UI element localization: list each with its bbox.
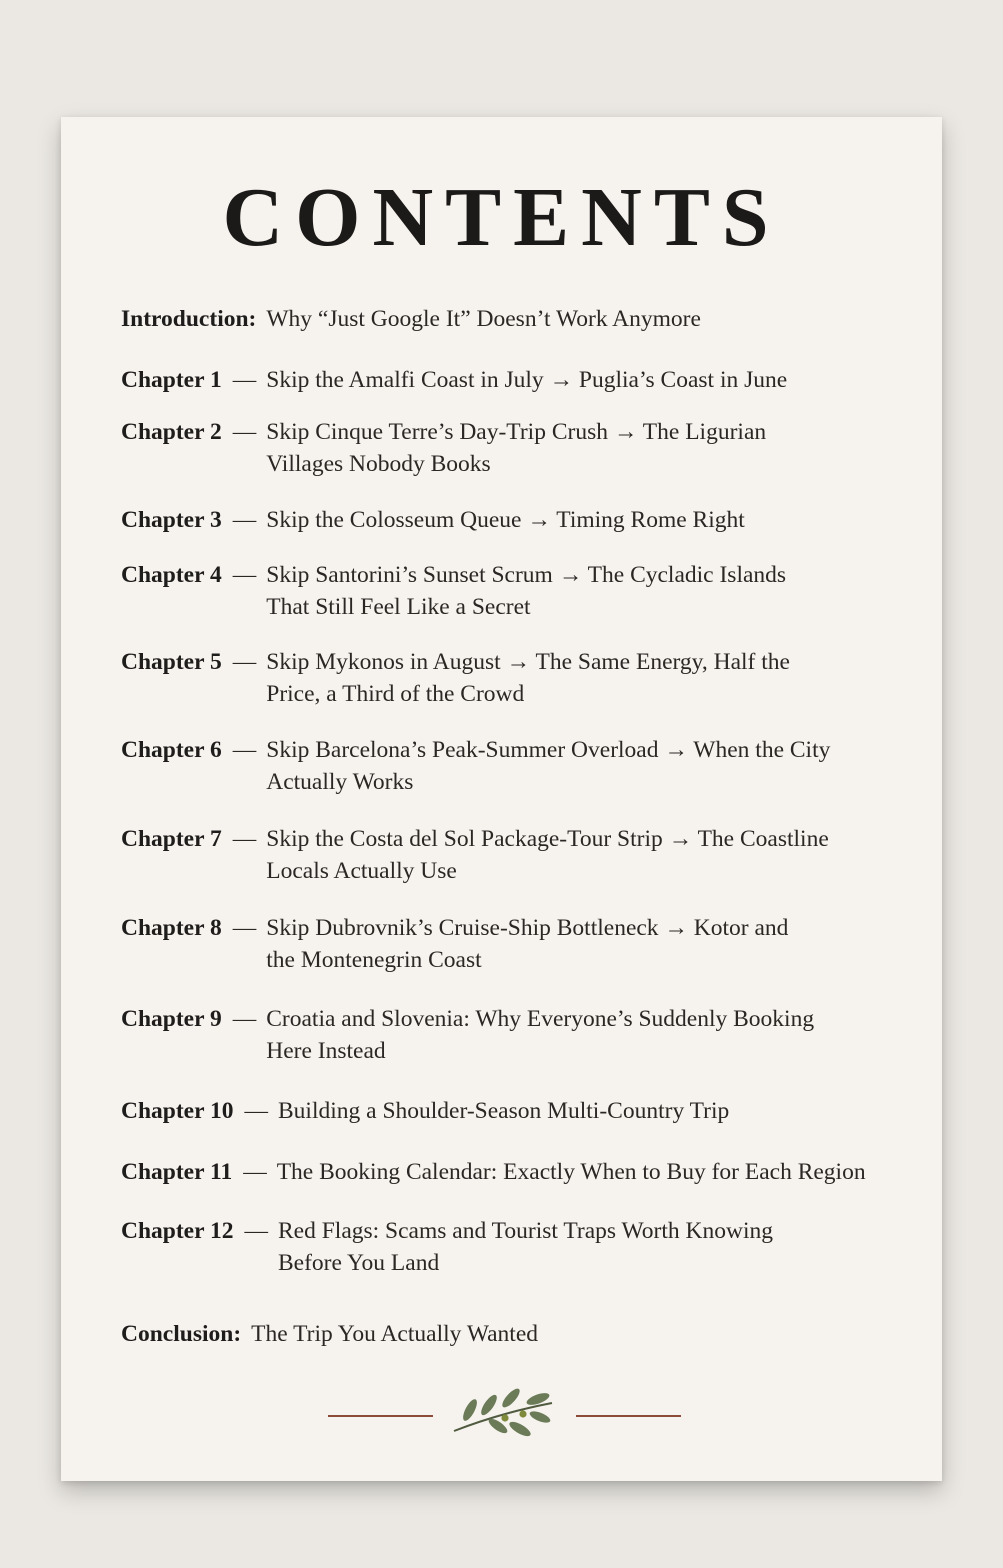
chapter-dash: — (232, 826, 257, 852)
chapter-label: Chapter 8 (121, 915, 222, 941)
chapter-label: Chapter 2 (121, 419, 222, 445)
chapter-label: Chapter 12 (121, 1218, 234, 1244)
chapter-label: Chapter 10 (121, 1098, 234, 1124)
chapter-label: Chapter 9 (121, 1006, 222, 1032)
chapter-9-entry[interactable] (121, 1003, 814, 1067)
chapter-dash: — (232, 562, 257, 588)
chapter-title: Skip the Costa del Sol Package-Tour Strip → The Coastline Locals Actually Use (266, 826, 829, 884)
chapter-3-entry[interactable] (121, 504, 745, 536)
chapter-dash: — (232, 649, 257, 675)
chapter-label: Chapter 5 (121, 649, 222, 675)
chapter-label: Chapter 4 (121, 562, 222, 588)
introduction-text: Why “Just Google It” Doesn’t Work Anymore (266, 306, 701, 332)
introduction-label: Introduction: (121, 306, 257, 332)
chapter-8-entry[interactable] (121, 912, 788, 976)
chapter-label: Chapter 3 (121, 507, 222, 533)
chapter-dash: — (232, 367, 257, 393)
chapter-label: Chapter 6 (121, 737, 222, 763)
chapter-1-entry[interactable] (121, 364, 787, 396)
chapter-12-entry[interactable] (121, 1215, 773, 1279)
chapter-6-entry[interactable] (121, 734, 830, 798)
chapter-dash: — (232, 737, 257, 763)
chapter-title: The Booking Calendar: Exactly When to Buy for Each Region (276, 1159, 866, 1185)
chapter-title: Red Flags: Scams and Tourist Traps Worth Knowing Before You Land (278, 1218, 773, 1276)
chapter-title: Skip Cinque Terre’s Day-Trip Crush → The Ligurian Villages Nobody Books (266, 419, 767, 477)
chapter-label: Chapter 1 (121, 367, 222, 393)
chapter-title: Building a Shoulder-Season Multi-Country Trip (278, 1098, 730, 1124)
chapter-dash: — (243, 1159, 267, 1185)
ornament-divider (0, 1383, 1003, 1447)
chapter-title: Skip Santorini’s Sunset Scrum → The Cycladic Islands That Still Feel Like a Secret (266, 562, 787, 620)
chapter-title: Skip the Amalfi Coast in July → Puglia’s Coast in June (266, 367, 788, 393)
chapter-title: Skip the Colosseum Queue → Timing Rome Right (266, 507, 745, 533)
chapter-7-entry[interactable] (121, 823, 829, 887)
chapter-10-entry[interactable] (121, 1095, 729, 1127)
chapter-dash: — (232, 915, 257, 941)
chapter-title: Skip Dubrovnik’s Cruise-Ship Bottleneck → Kotor and the Montenegrin Coast (266, 915, 789, 973)
chapter-label: Chapter 7 (121, 826, 222, 852)
chapter-dash: — (232, 507, 257, 533)
chapter-dash: — (244, 1098, 268, 1124)
conclusion-text: The Trip You Actually Wanted (251, 1321, 539, 1347)
chapter-label: Chapter 11 (121, 1159, 233, 1185)
chapter-title: Croatia and Slovenia: Why Everyone’s Suddenly Booking Here Instead (266, 1006, 815, 1064)
conclusion-label: Conclusion: (121, 1321, 242, 1347)
chapter-title: Skip Barcelona’s Peak-Summer Overload → When the City Actually Works (266, 737, 831, 795)
introduction-entry[interactable] (121, 303, 701, 335)
chapter-dash: — (232, 1006, 257, 1032)
chapter-11-entry[interactable] (121, 1156, 866, 1188)
page-title: CONTENTS (222, 171, 781, 264)
chapter-dash: — (232, 419, 257, 445)
chapter-5-entry[interactable] (121, 646, 790, 710)
chapter-title: Skip Mykonos in August → The Same Energy, Half the Price, a Third of the Crowd (266, 649, 790, 707)
chapter-dash: — (244, 1218, 268, 1244)
conclusion-entry[interactable] (121, 1318, 538, 1350)
chapter-4-entry[interactable] (121, 559, 786, 623)
chapter-2-entry[interactable] (121, 416, 766, 480)
olive-branch-icon (454, 1386, 552, 1439)
